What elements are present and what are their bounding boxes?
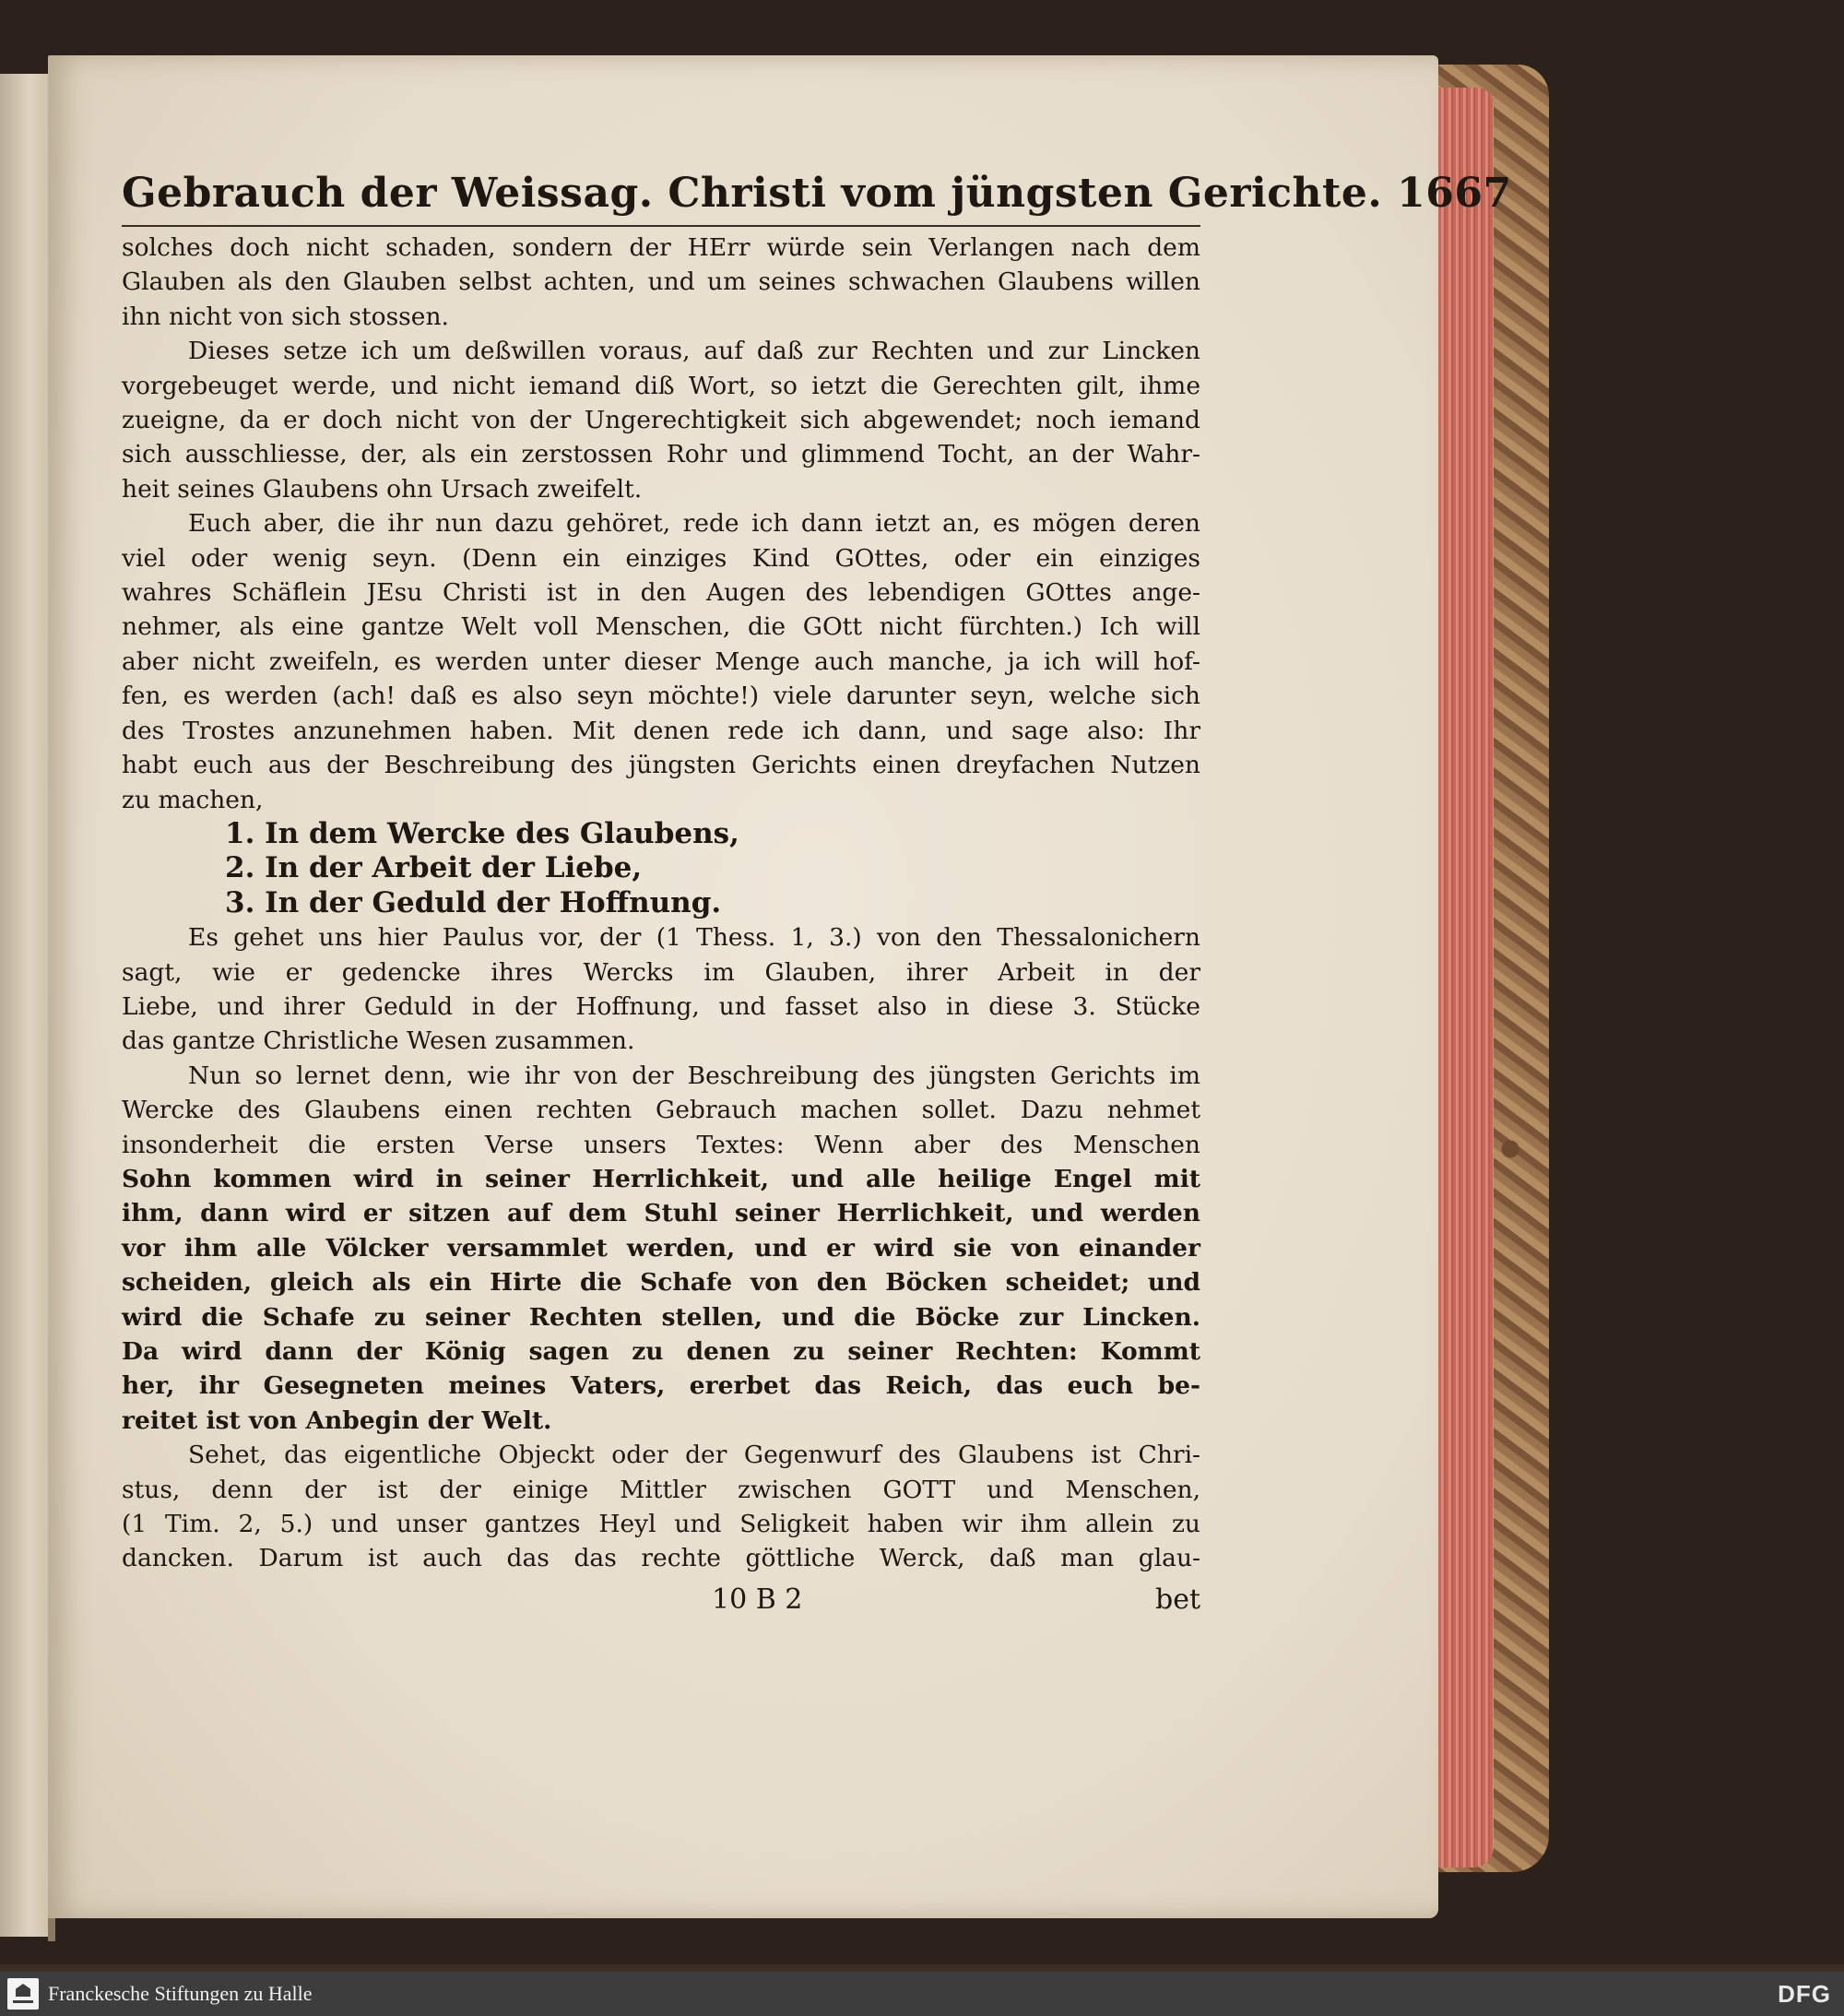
text-line: solches doch nicht schaden, sondern der HErr würde sein Verlangen nach dem — [122, 233, 1200, 262]
signature-mark: 10 B 2 — [712, 1583, 803, 1616]
text-line: fen, es werden (ach! daß es also seyn möchte!) viele darunter seyn, welche sich — [122, 682, 1200, 711]
enumerated-point: 1. In dem Wercke des Glaubens, — [225, 816, 739, 850]
institution-name[interactable]: Franckesche Stiftungen zu Halle — [48, 1982, 313, 2005]
dfg-logo[interactable]: DFG — [1778, 1979, 1831, 2008]
text-line: dancken. Darum ist auch das das rechte göttliche Werck, daß man glau- — [122, 1544, 1200, 1573]
text-line: sagt, wie er gedencke ihres Wercks im Glauben, ihrer Arbeit in der — [122, 957, 1200, 987]
text-line: Nun so lernet denn, wie ihr von der Beschreibung des jüngsten Gerichts im — [188, 1061, 1200, 1090]
viewer-footer-bar — [0, 1972, 1844, 2016]
running-head — [122, 170, 1512, 217]
text-line: Sehet, das eigentliche Objeckt oder der Gegenwurf des Glaubens ist Chri- — [188, 1441, 1200, 1470]
text-line: viel oder wenig seyn. (Denn ein einziges Kind GOttes, oder ein einziges — [122, 543, 1200, 573]
page-footer — [122, 1580, 1200, 1620]
text-line: sich ausschliesse, der, als ein zerstossen Rohr und glimmend Tocht, an der Wahr- — [122, 440, 1200, 469]
institution-logo-icon[interactable] — [7, 1978, 39, 2010]
text-line: insonderheit die ersten Verse unsers Textes: Wenn aber des Menschen — [122, 1130, 1200, 1159]
text-line: Liebe, und ihrer Geduld in der Hoffnung, und fasset also in diese 3. Stücke — [122, 991, 1200, 1021]
red-page-edge — [1438, 88, 1494, 1868]
text-line: stus, denn der ist der einige Mittler zwischen GOTT und Menschen, — [122, 1475, 1200, 1504]
text-line: habt euch aus der Beschreibung des jüngsten Gerichts einen dreyfachen Nutzen — [122, 751, 1200, 780]
text-line: vor ihm alle Völcker versammlet werden, und er wird sie von einander — [122, 1233, 1200, 1263]
catchword: bet — [1154, 1583, 1200, 1616]
text-line: des Trostes anzunehmen haben. Mit denen rede ich dann, und sage also: Ihr — [122, 716, 1200, 745]
text-line: Da wird dann der König sagen zu denen zu seiner Rechten: Kommt — [122, 1337, 1200, 1366]
enumerated-point: 3. In der Geduld der Hoffnung. — [225, 885, 722, 919]
page-number: 1667 — [1397, 170, 1512, 217]
text-line: nehmer, als eine gantze Welt voll Menschen, die GOtt nicht fürchten.) Ich will — [122, 612, 1200, 642]
page-content — [122, 170, 1512, 1620]
text-line: wird die Schafe zu seiner Rechten stellen, und die Böcke zur Lincken. — [122, 1302, 1200, 1332]
enumerated-point: 2. In der Arbeit der Liebe, — [225, 851, 643, 885]
text-line: Euch aber, die ihr nun dazu gehöret, rede ich dann ietzt an, es mögen deren — [188, 509, 1200, 539]
body-text — [122, 231, 1200, 1576]
text-line: wahres Schäflein JEsu Christi ist in den Augen des lebendigen GOttes ange- — [122, 578, 1200, 608]
text-line: reitet ist von Anbegin der Welt. — [122, 1405, 552, 1435]
text-line: zu machen, — [122, 785, 264, 814]
text-line: Wercke des Glaubens einen rechten Gebrauch machen sollet. Dazu nehmet — [122, 1096, 1200, 1125]
text-line: Dieses setze ich um deßwillen voraus, auf daß zur Rechten und zur Lincken — [188, 337, 1200, 366]
text-line: ihm, dann wird er sitzen auf dem Stuhl seiner Herrlichkeit, und werden — [122, 1199, 1200, 1228]
text-line: her, ihr Gesegneten meines Vaters, ererbet das Reich, das euch be- — [122, 1371, 1200, 1401]
head-rule — [122, 225, 1200, 227]
text-line: Sohn kommen wird in seiner Herrlichkeit, und alle heilige Engel mit — [122, 1164, 1200, 1193]
text-line: das gantze Christliche Wesen zusammen. — [122, 1026, 635, 1056]
text-line: (1 Tim. 2, 5.) und unser gantzes Heyl und Seligkeit haben wir ihm allein zu — [122, 1510, 1200, 1539]
text-line: heit seines Glaubens ohn Ursach zweifelt. — [122, 474, 643, 504]
text-line: vorgebeuget werde, und nicht iemand diß Wort, so ietzt die Gerechten gilt, ihme — [122, 371, 1200, 400]
text-line: Es gehet uns hier Paulus vor, der (1 Thess. 1, 3.) von den Thessalonichern — [188, 923, 1200, 953]
text-line: ihn nicht von sich stossen. — [122, 302, 449, 331]
text-line: Glauben als den Glauben selbst achten, und um seines schwachen Glaubens willen — [122, 267, 1200, 297]
text-line: aber nicht zweifeln, es werden unter dieser Menge auch manche, ja ich will hof- — [122, 646, 1200, 676]
running-head-title: Gebrauch der Weissag. Christi vom jüngsten Gerichte. — [122, 170, 1383, 217]
text-line: zueigne, da er doch nicht von der Ungerechtigkeit sich abgewendet; noch iemand — [122, 406, 1200, 435]
left-page-edge — [0, 74, 48, 1937]
text-line: scheiden, gleich als ein Hirte die Schafe von den Böcken scheidet; und — [122, 1268, 1200, 1298]
